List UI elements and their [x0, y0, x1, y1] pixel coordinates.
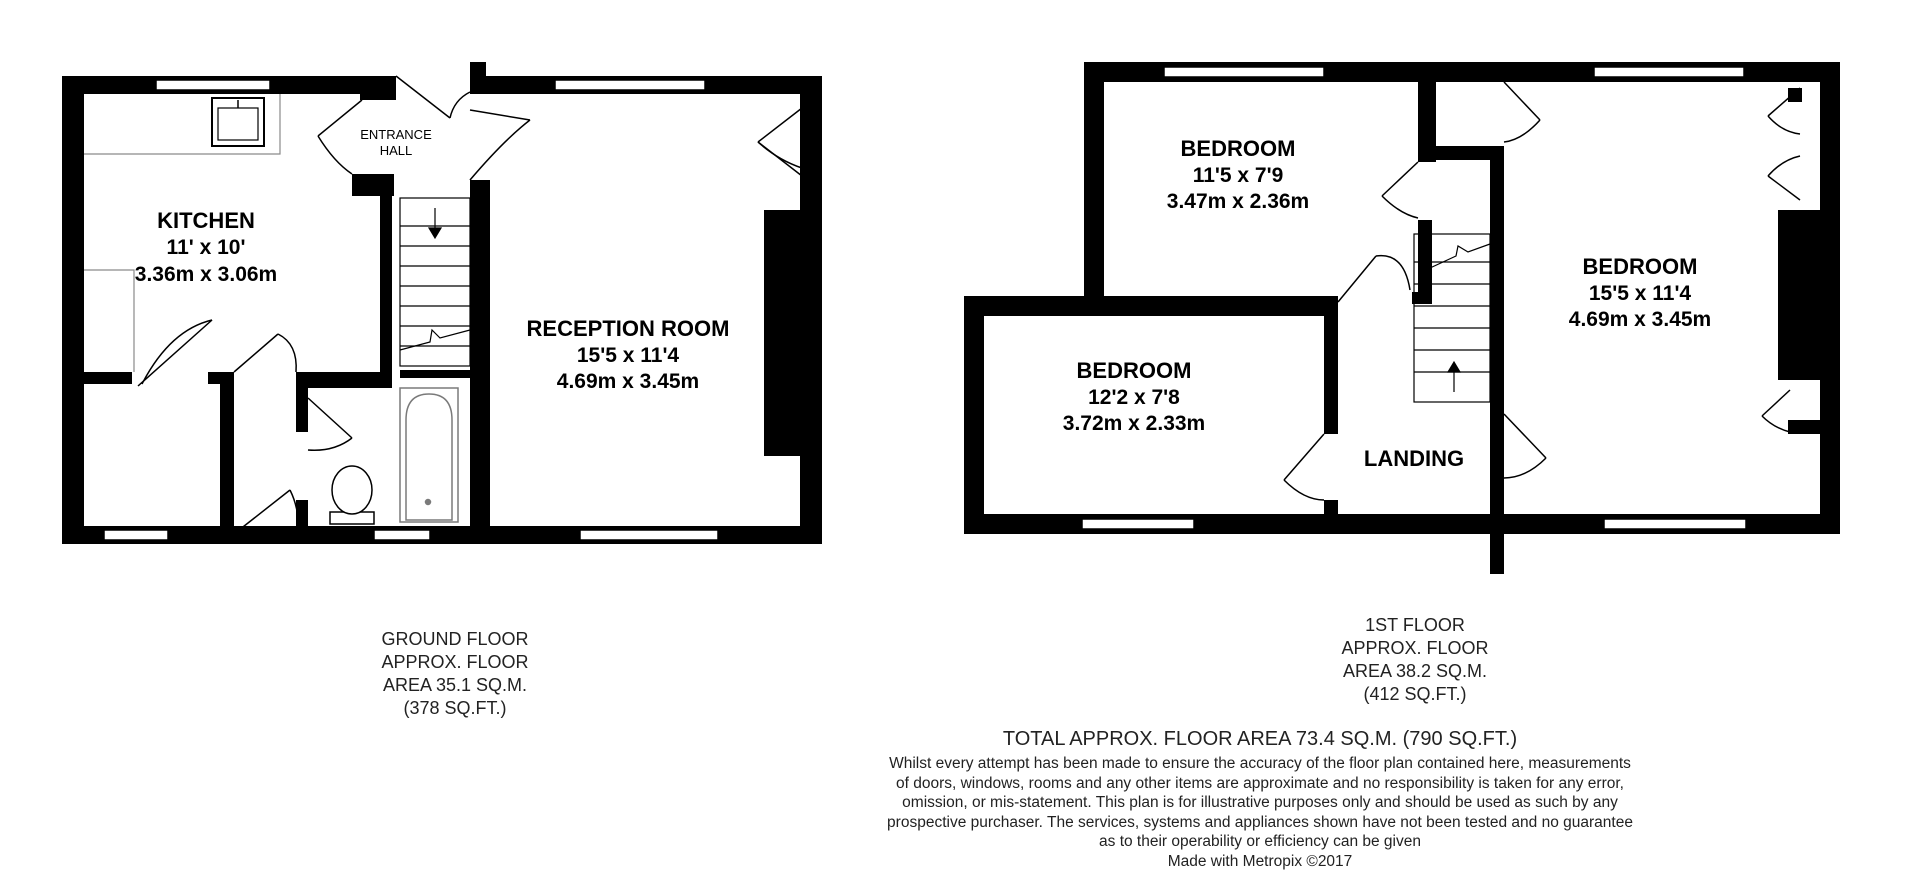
kitchen-worktop: [84, 270, 134, 372]
bedroom-1-metric: 3.47m x 2.36m: [1166, 190, 1310, 213]
entrance-hall-label: ENTRANCE: [360, 127, 432, 142]
first-floor-note-line: (412 SQ.FT.): [1363, 684, 1467, 704]
door-swing-icon: [1284, 434, 1324, 500]
ground-floor-note-line: (378 SQ.FT.): [403, 698, 507, 718]
bedroom-3-name: BEDROOM: [1076, 358, 1192, 383]
sink-icon: [212, 98, 264, 146]
reception-name: RECEPTION ROOM: [526, 316, 730, 341]
ground-floor-note-line: GROUND FLOOR: [381, 629, 529, 649]
door-swing-icon: [1504, 414, 1546, 478]
ground-floor-labels: [135, 127, 730, 393]
bedroom-3-metric: 3.72m x 2.33m: [1062, 412, 1206, 435]
total-floor-area: TOTAL APPROX. FLOOR AREA 73.4 SQ.M. (790 SQ.FT.): [1002, 728, 1518, 750]
disclaimer-line: prospective purchaser. The services, systems and appliances shown have not been tested and no guarantee: [887, 813, 1633, 831]
bedroom-2-imperial: 15'5 x 11'4: [1588, 282, 1692, 305]
bath-icon: [400, 388, 458, 522]
window-icon: [555, 80, 705, 90]
window-icon: [156, 80, 270, 90]
door-swing-icon: [308, 398, 352, 450]
door-swing-icon: [138, 320, 212, 386]
landing-label: LANDING: [1363, 446, 1465, 471]
window-icon: [104, 530, 168, 540]
bedroom-1-name: BEDROOM: [1180, 136, 1296, 161]
door-swing-icon: [1338, 256, 1410, 302]
first-floor-note-line: 1ST FLOOR: [1365, 615, 1465, 635]
first-floor-area-note: [1290, 614, 1540, 706]
toilet-icon: [330, 466, 374, 524]
entrance-hall-label: HALL: [379, 143, 413, 158]
disclaimer: [760, 754, 1760, 852]
kitchen-name: KITCHEN: [157, 208, 255, 233]
door-swing-icon: [1382, 162, 1418, 218]
bathroom-fixtures: [330, 388, 458, 524]
disclaimer-line: as to their operability or efficiency can be given: [1099, 833, 1421, 850]
disclaimer-line: Whilst every attempt has been made to ensure the accuracy of the floor plan contained here, measurements: [889, 755, 1631, 772]
bedroom-1-imperial: 11'5 x 7'9: [1192, 164, 1284, 187]
kitchen-metric: 3.36m x 3.06m: [134, 263, 278, 286]
stairs-icon: [400, 198, 470, 366]
door-swing-icon: [234, 334, 296, 372]
door-swing-icon: [470, 110, 530, 180]
window-icon: [1082, 519, 1194, 529]
bedroom-2-metric: 4.69m x 3.45m: [1568, 308, 1712, 331]
window-icon: [374, 530, 430, 540]
ground-floor-area-note: [330, 628, 580, 720]
bedroom-3-imperial: 12'2 x 7'8: [1088, 386, 1180, 409]
kitchen-imperial: 11' x 10': [166, 236, 246, 259]
first-floor-note-line: APPROX. FLOOR: [1341, 638, 1489, 658]
door-swing-icon: [1504, 82, 1540, 142]
door-swings-first: [1284, 82, 1800, 500]
door-swing-icon: [758, 108, 802, 176]
first-floor-note-line: AREA 38.2 SQ.M.: [1342, 661, 1488, 681]
kitchen-fixtures: [84, 94, 280, 372]
arrow-down-icon: [429, 208, 441, 238]
ground-floor-note-line: AREA 35.1 SQ.M.: [382, 675, 528, 695]
ground-floor-plan: [62, 62, 822, 544]
window-icon: [580, 530, 718, 540]
reception-metric: 4.69m x 3.45m: [556, 370, 700, 393]
arrow-up-icon: [1448, 362, 1460, 392]
door-swing-icon: [318, 100, 362, 174]
first-floor-plan: [964, 62, 1840, 574]
door-swing-icon: [1762, 390, 1790, 432]
metropix-credit: Made with Metropix ©2017: [1167, 853, 1353, 870]
disclaimer-line: omission, or mis-statement. This plan is for illustrative purposes only and should be used as such by any: [902, 794, 1618, 811]
window-icon: [1164, 67, 1324, 77]
door-swing-icon: [396, 76, 470, 118]
bedroom-2-name: BEDROOM: [1582, 254, 1698, 279]
ground-floor-note-line: APPROX. FLOOR: [381, 652, 529, 672]
door-swing-icon: [1768, 88, 1800, 200]
disclaimer-line: of doors, windows, rooms and any other items are approximate and no responsibility is taken for any error,: [895, 774, 1624, 792]
window-icon: [1604, 519, 1746, 529]
reception-imperial: 15'5 x 11'4: [576, 344, 680, 367]
window-icon: [1594, 67, 1744, 77]
